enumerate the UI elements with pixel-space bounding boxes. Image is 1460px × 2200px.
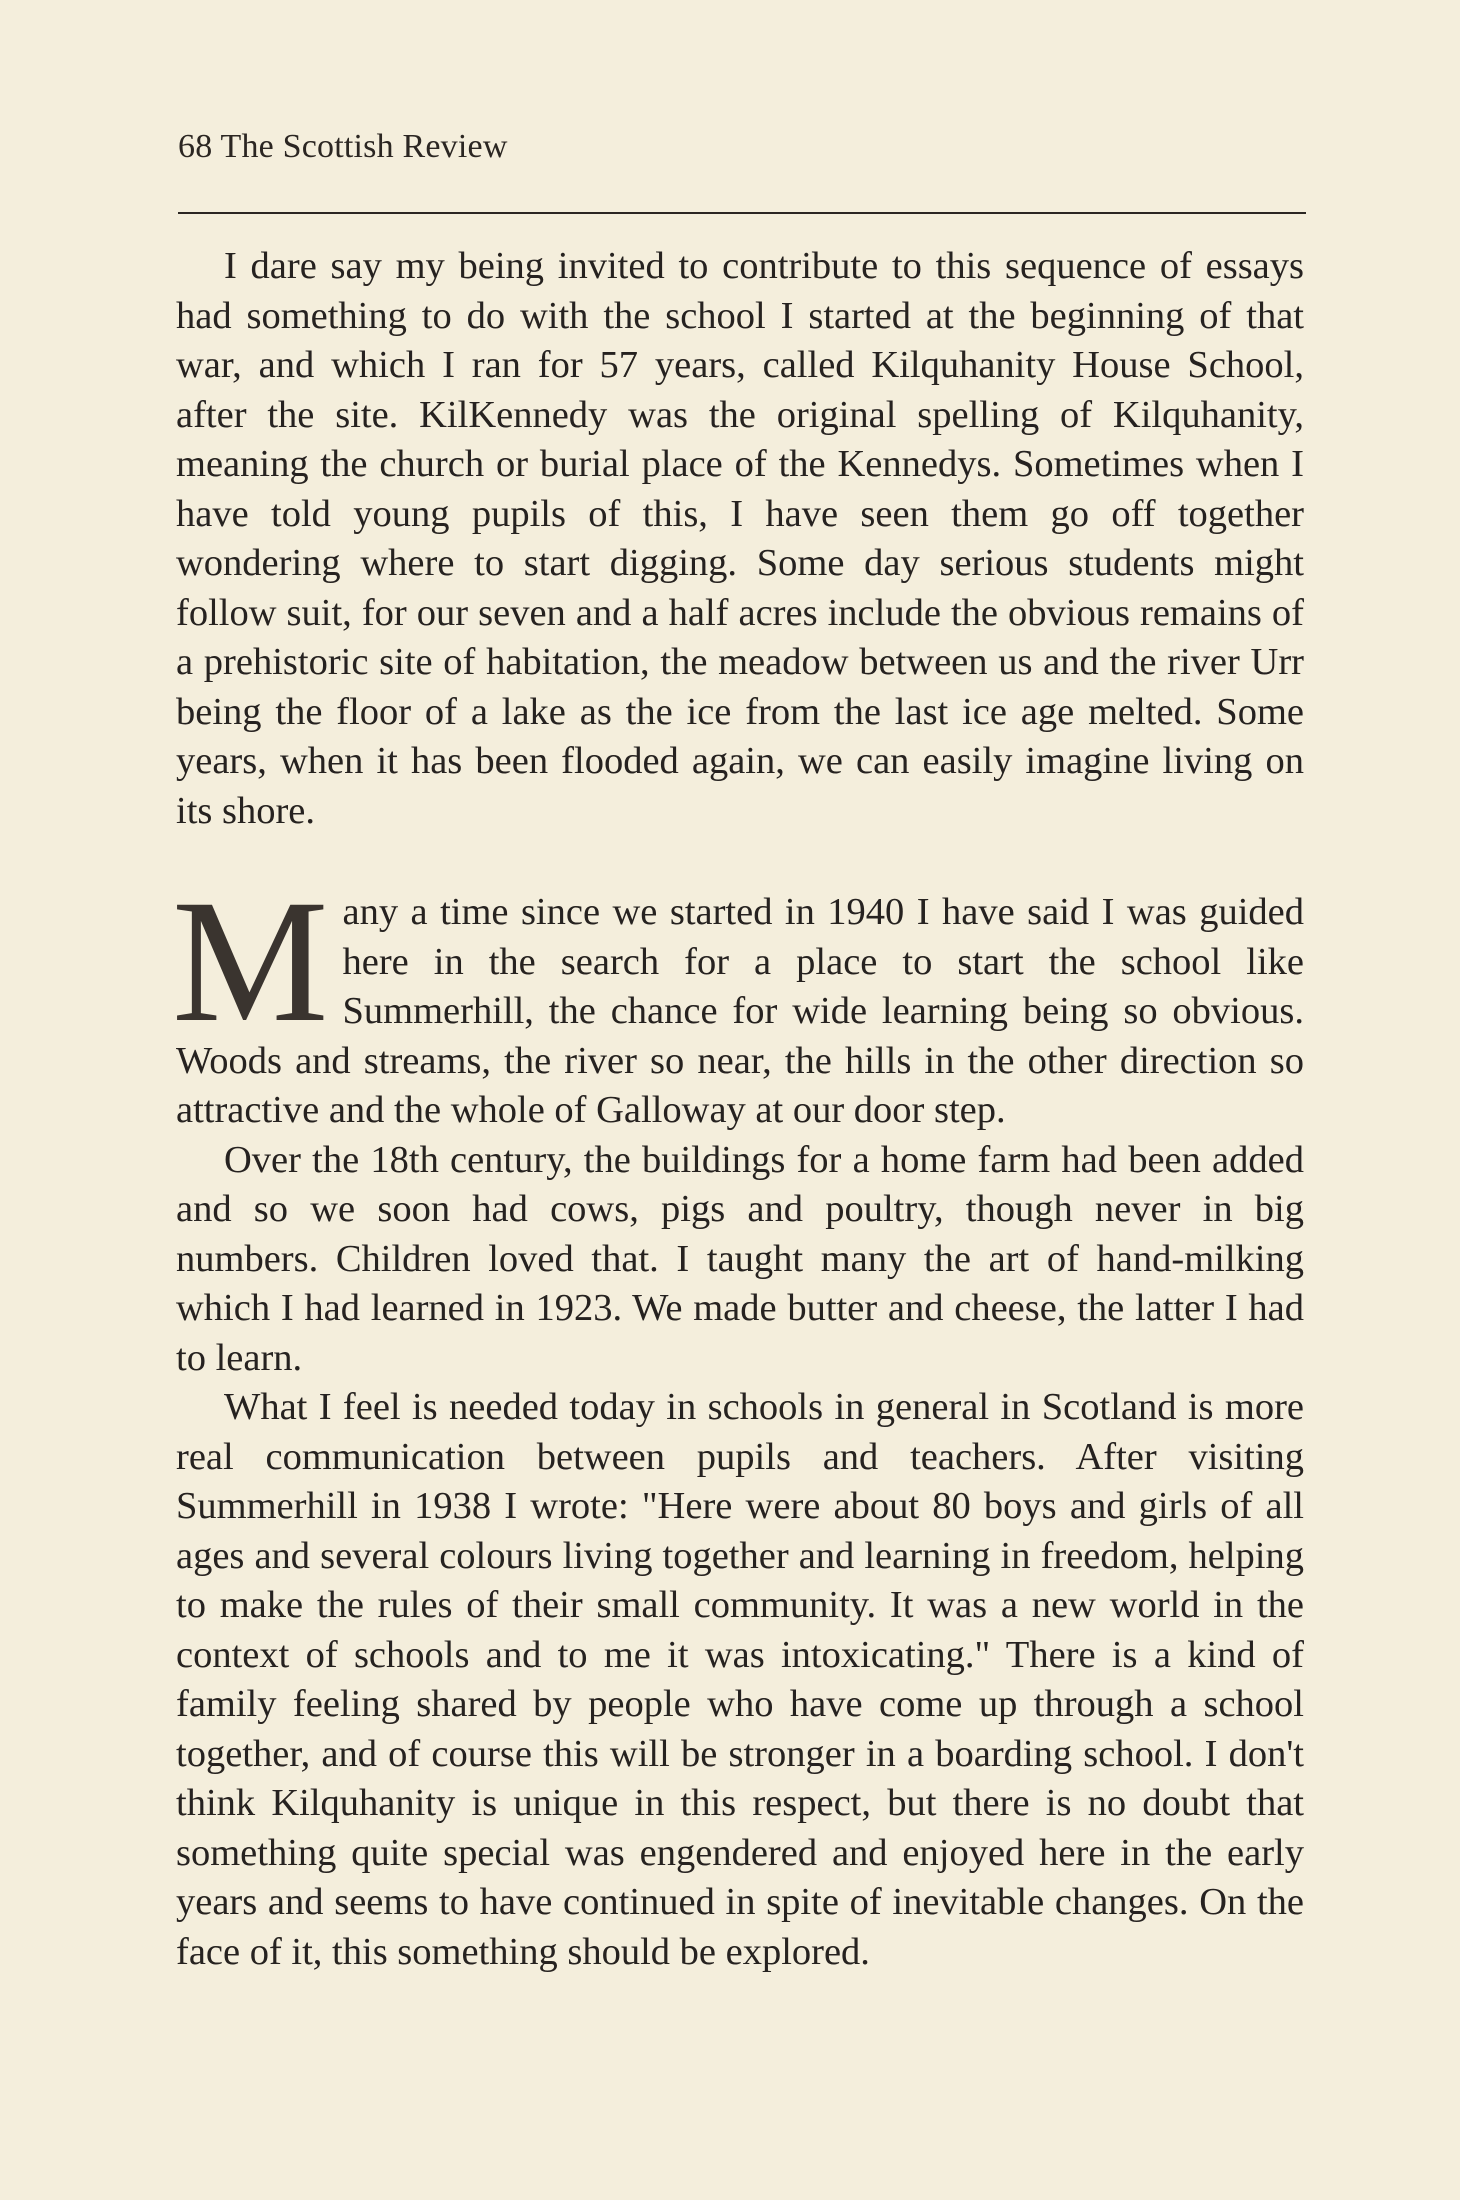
running-header: 68 The Scottish Review <box>178 128 508 165</box>
paragraph-4: What I feel is needed today in schools in general in Scotland is more real communication between pupils and teachers. After visiting Summerhill in 1938 I wrote: "Here were about 80 boys and girls of all ages and several colours living together and learning in freedom, helping to make the rules of their small community. It was a new world in the context of schools and to me it was intoxicating." There is a kind of family feeling shared by people who have come up through a school together, and of course this will be stronger in a boarding school. I don't think Kilquhanity is unique in this respect, but there is no doubt that something quite special was engendered and enjoyed here in the early years and seems to have continued in spite of inevitable changes. On the face of it, this something should be explored. <box>176 1386 1304 1973</box>
section-break <box>176 836 1304 888</box>
drop-cap: M <box>172 864 329 1059</box>
paragraph-2 <box>172 864 1304 1136</box>
paragraph-2-text: any a time since we started in 1940 I have said I was guided here in the search for a place to start the school like Summerhill, the chance for wide learning being so obvious. Woods and streams, the river so near, the hills in the other direction so attractive and the whole of Galloway at our door step. <box>176 891 1304 1131</box>
paragraph-1: I dare say my being invited to contribute to this sequence of essays had something to do with the school I started at the beginning of that war, and which I ran for 57 years, called Kilquhanity House School, after the site. KilKennedy was the original spelling of Kilquhanity, meaning the church or burial place of the Kennedys. Sometimes when I have told young pupils of this, I have seen them go off together wondering where to start digging. Some day serious students might follow suit, for our seven and a half acres include the obvious remains of a prehistoric site of habitation, the meadow between us and the river Urr being the floor of a lake as the ice from the last ice age melted. Some years, when it has been flooded again, we can easily imagine living on its shore. <box>176 245 1304 832</box>
article-body <box>172 242 1304 1977</box>
paragraph-3: Over the 18th century, the buildings for a home farm had been added and so we soon had cows, pigs and poultry, though never in big numbers. Children loved that. I taught many the art of hand-milking which I had learned in 1923. We made butter and cheese, the latter I had to learn. <box>176 1138 1304 1379</box>
header-rule <box>178 212 1306 214</box>
